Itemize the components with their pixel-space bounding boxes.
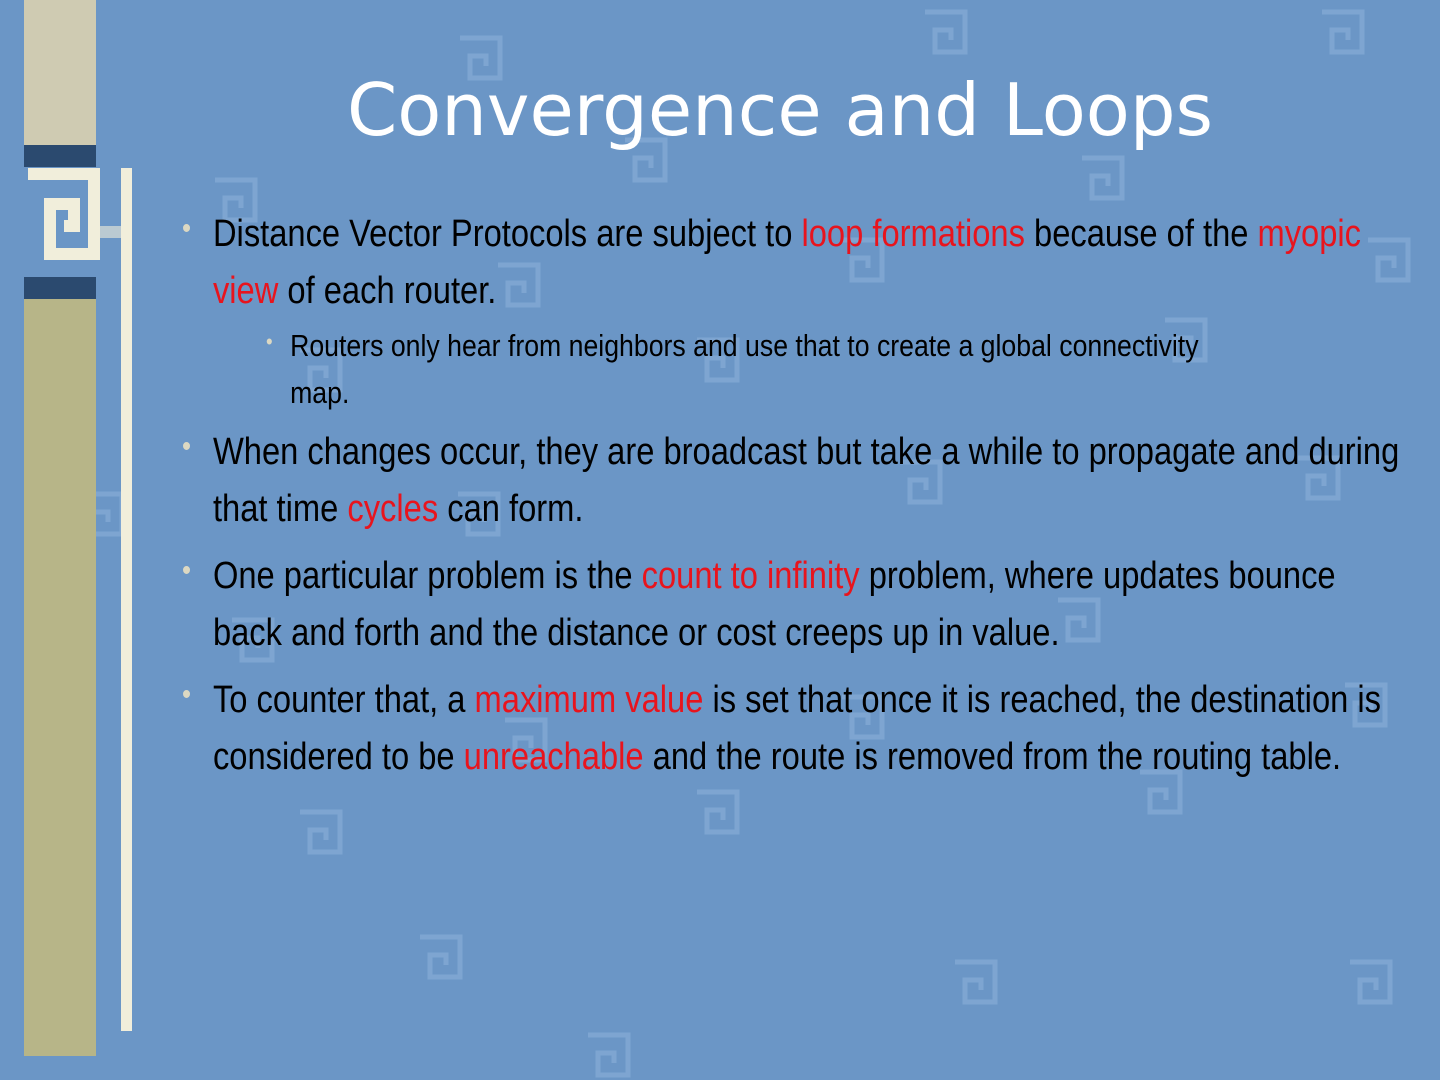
slide-title: Convergence and Loops xyxy=(346,68,1214,152)
bullet-text: Distance Vector Protocols are subject to xyxy=(212,213,802,255)
bullet-item xyxy=(182,672,1400,786)
highlighted-term: maximum value xyxy=(474,679,704,721)
greek-key-motif xyxy=(1322,12,1362,52)
bullet-text: is set that once it is reached, the destination is considered to be xyxy=(212,679,1381,778)
bullet-item xyxy=(182,206,1400,320)
highlighted-term: loop formations xyxy=(801,213,1025,255)
bullet-list xyxy=(182,206,1400,796)
highlighted-term: unreachable xyxy=(463,736,644,778)
greek-key-motif xyxy=(300,812,340,852)
left-band-dark-stripe xyxy=(24,277,96,299)
bullet-text: and the route is removed from the routing table. xyxy=(643,736,1342,778)
greek-key-motif xyxy=(955,962,995,1002)
vertical-divider xyxy=(121,168,132,1031)
bullet-text: can form. xyxy=(438,488,584,530)
bullet-text: One particular problem is the xyxy=(212,555,642,597)
bullet-text: To counter that, a xyxy=(212,679,475,721)
bullet-text: because of the xyxy=(1024,213,1258,255)
greek-key-motif xyxy=(1350,962,1390,1002)
greek-key-motif xyxy=(420,937,460,977)
greek-key-motif xyxy=(925,12,965,52)
left-band-top xyxy=(24,0,96,145)
greek-key-icon xyxy=(24,168,132,268)
left-band-dark-stripe xyxy=(24,145,96,167)
highlighted-term: myopic view xyxy=(212,213,1362,312)
bullet-item xyxy=(182,424,1400,538)
greek-key-motif xyxy=(588,1035,628,1075)
sub-bullet-item: • Routers only hear from neighbors and use that to create a global connectivity map. xyxy=(266,322,1236,416)
bullet-text: of each router. xyxy=(278,270,497,312)
bullet-text: When changes occur, they are broadcast but take a while to propagate and during that time xyxy=(212,431,1400,530)
highlighted-term: count to infinity xyxy=(641,555,860,597)
bullet-item xyxy=(182,548,1400,662)
highlighted-term: cycles xyxy=(347,488,439,530)
greek-key-motif xyxy=(1082,158,1122,198)
left-band-bottom xyxy=(24,299,96,1056)
greek-key-motif xyxy=(697,792,737,832)
bullet-text: problem, where updates bounce back and forth and the distance or cost creeps up in value. xyxy=(212,555,1336,654)
